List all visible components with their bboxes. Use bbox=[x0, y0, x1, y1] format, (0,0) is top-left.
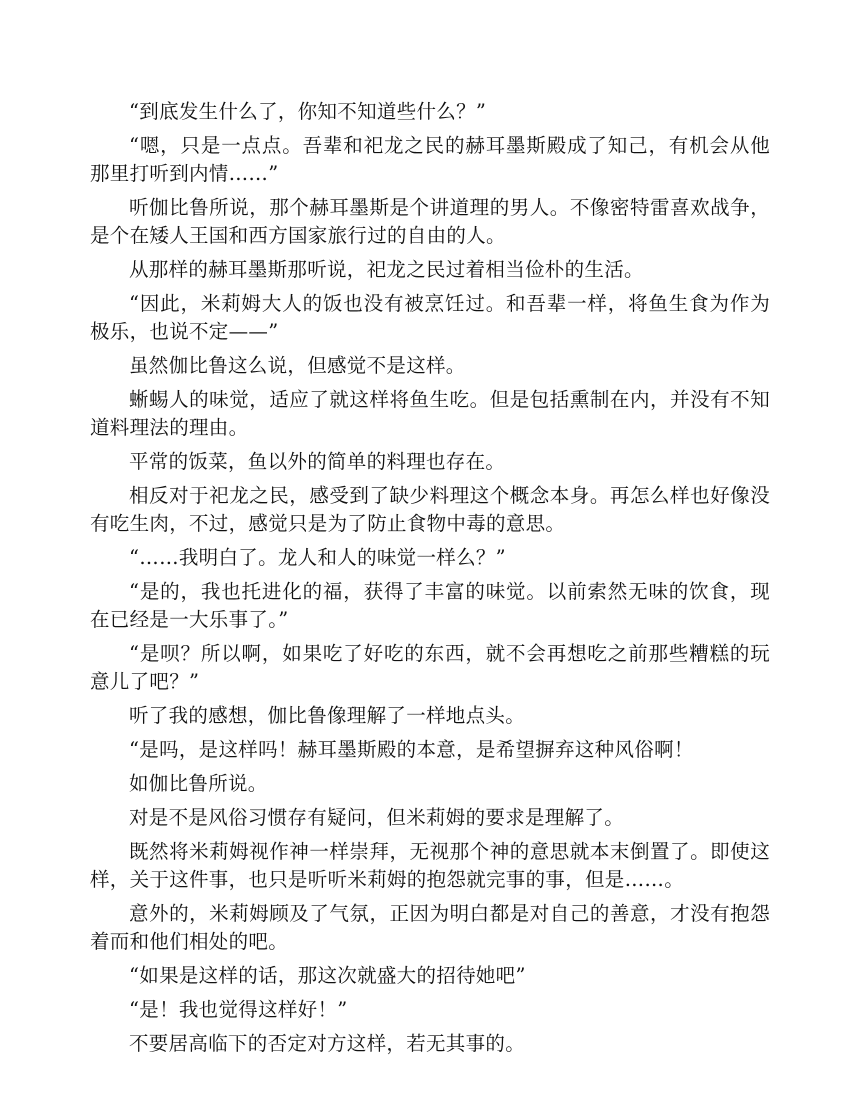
paragraph: “到底发生什么了，你知不知道些什么？” bbox=[129, 100, 487, 123]
paragraph: 既然将米莉姆视作神一样崇拜，无视那个神的意思就本末倒置了。即使这样，关于这件事，也只是听听米莉姆的抱怨就完事的事，但是……。 bbox=[90, 840, 770, 891]
paragraph: 从那样的赫耳墨斯那听说，祀龙之民过着相当俭朴的生活。 bbox=[129, 258, 644, 281]
paragraph: 听伽比鲁所说，那个赫耳墨斯是个讲道理的男人。不像密特雷喜欢战争，是个在矮人王国和西方国家旅行过的自由的人。 bbox=[90, 196, 770, 247]
paragraph: “是！我也觉得这样好！” bbox=[129, 998, 348, 1021]
paragraph: 听了我的感想，伽比鲁像理解了一样地点头。 bbox=[129, 704, 526, 727]
paragraph: “是呗？所以啊，如果吃了好吃的东西，就不会再想吃之前那些糟糕的玩意儿了吧？” bbox=[90, 642, 770, 693]
paragraph: 虽然伽比鲁这么说，但感觉不是这样。 bbox=[129, 354, 466, 377]
paragraph: “嗯，只是一点点。吾辈和祀龙之民的赫耳墨斯殿成了知己，有机会从他那里打听到内情……” bbox=[90, 134, 770, 185]
paragraph: “……我明白了。龙人和人的味觉一样么？” bbox=[129, 546, 506, 569]
document-body bbox=[90, 98, 770, 1064]
paragraph: 平常的饭菜，鱼以外的简单的料理也存在。 bbox=[129, 450, 506, 473]
paragraph: 对是不是风俗习惯存有疑问，但米莉姆的要求是理解了。 bbox=[129, 806, 625, 829]
paragraph: 意外的，米莉姆顾及了气氛，正因为明白都是对自己的善意，才没有抱怨着而和他们相处的吧。 bbox=[90, 902, 770, 953]
paragraph: 如伽比鲁所说。 bbox=[129, 772, 268, 795]
paragraph: “是吗，是这样吗！赫耳墨斯殿的本意，是希望摒弃这种风俗啊！ bbox=[129, 738, 694, 761]
paragraph: “因此，米莉姆大人的饭也没有被烹饪过。和吾辈一样，将鱼生食为作为极乐，也说不定——” bbox=[90, 292, 770, 343]
paragraph: 不要居高临下的否定对方这样，若无其事的。 bbox=[129, 1032, 526, 1055]
paragraph: 蜥蜴人的味觉，适应了就这样将鱼生吃。但是包括熏制在内，并没有不知道料理法的理由。 bbox=[90, 388, 770, 439]
paragraph: “如果是这样的话，那这次就盛大的招待她吧” bbox=[129, 964, 526, 987]
paragraph: “是的，我也托进化的福，获得了丰富的味觉。以前索然无味的饮食，现在已经是一大乐事了。” bbox=[90, 580, 770, 631]
paragraph: 相反对于祀龙之民，感受到了缺少料理这个概念本身。再怎么样也好像没有吃生肉，不过，感觉只是为了防止食物中毒的意思。 bbox=[90, 484, 770, 535]
